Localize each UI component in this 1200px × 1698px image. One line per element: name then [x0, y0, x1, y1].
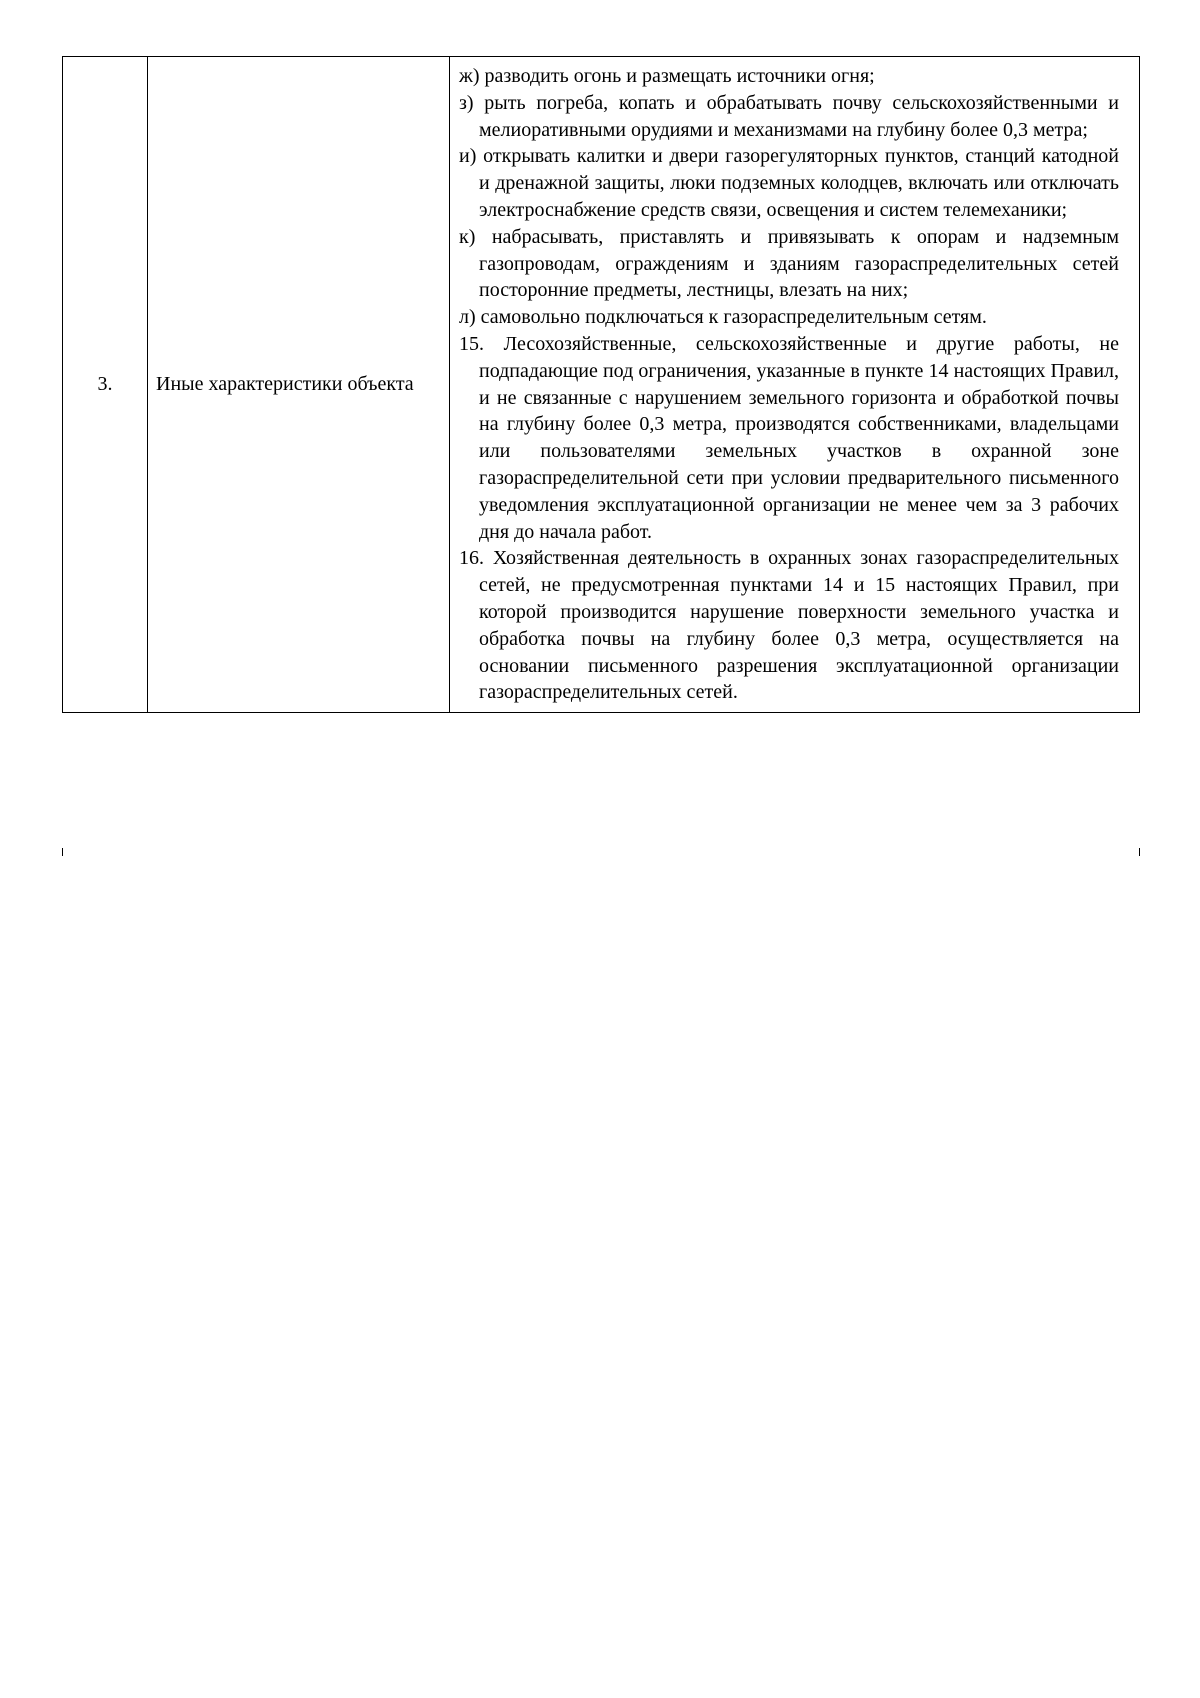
paragraph-15: 15. Лесохозяйственные, сельскохозяйственные и другие работы, не подпадающие под ограничения, указанные в пункте 14 настоящих Правил, и не связанные с нарушением земельного горизонта и обработкой почвы на глубину более 0,3 метра, производятся собственниками, владельцами или пользователями земельных участков в охранной зоне газораспределительной сети при условии предварительного письменного уведомления эксплуатационной организации не менее чем за 3 рабочих дня до начала работ. — [459, 332, 1119, 543]
paragraph-k: к) набрасывать, приставлять и привязывать к опорам и надземным газопроводам, ограждениям и зданиям газораспределительных сетей посторонние предметы, лестницы, влезать на них; — [459, 225, 1119, 302]
paragraph-zh: ж) разводить огонь и размещать источники огня; — [459, 65, 875, 87]
paragraph-z: з) рыть погреба, копать и обрабатывать почву сельскохозяйственными и мелиоративными орудиями и механизмами на глубину более 0,3 метра; — [459, 91, 1119, 141]
paragraph-i: и) открывать калитки и двери газорегуляторных пунктов, станций катодной и дренажной защиты, люки подземных колодцев, включать или отключать электроснабжение средств связи, освещения и систем телемеханики; — [459, 145, 1119, 221]
paragraph-l: л) самовольно подключаться к газораспределительным сетям. — [459, 306, 987, 329]
row-number: 3. — [97, 373, 113, 396]
row-name-cell — [148, 57, 450, 713]
row-name: Иные характеристики объекта — [156, 373, 414, 396]
row-text-cell — [450, 57, 1140, 713]
row-number-cell — [63, 57, 148, 713]
table-row — [63, 57, 1140, 713]
characteristics-table — [62, 56, 1140, 713]
paragraph-16: 16. Хозяйственная деятельность в охранных зонах газораспределительных сетей, не предусмотренная пунктами 14 и 15 настоящих Правил, при которой производится нарушение поверхности земельного участка и обработка почвы на глубину более 0,3 метра, осуществляется на основании письменного разрешения эксплуатационной организации газораспределительных сетей. — [459, 547, 1119, 704]
table-continuation-mark-right — [1139, 848, 1140, 856]
table-continuation-mark-left — [62, 848, 63, 856]
